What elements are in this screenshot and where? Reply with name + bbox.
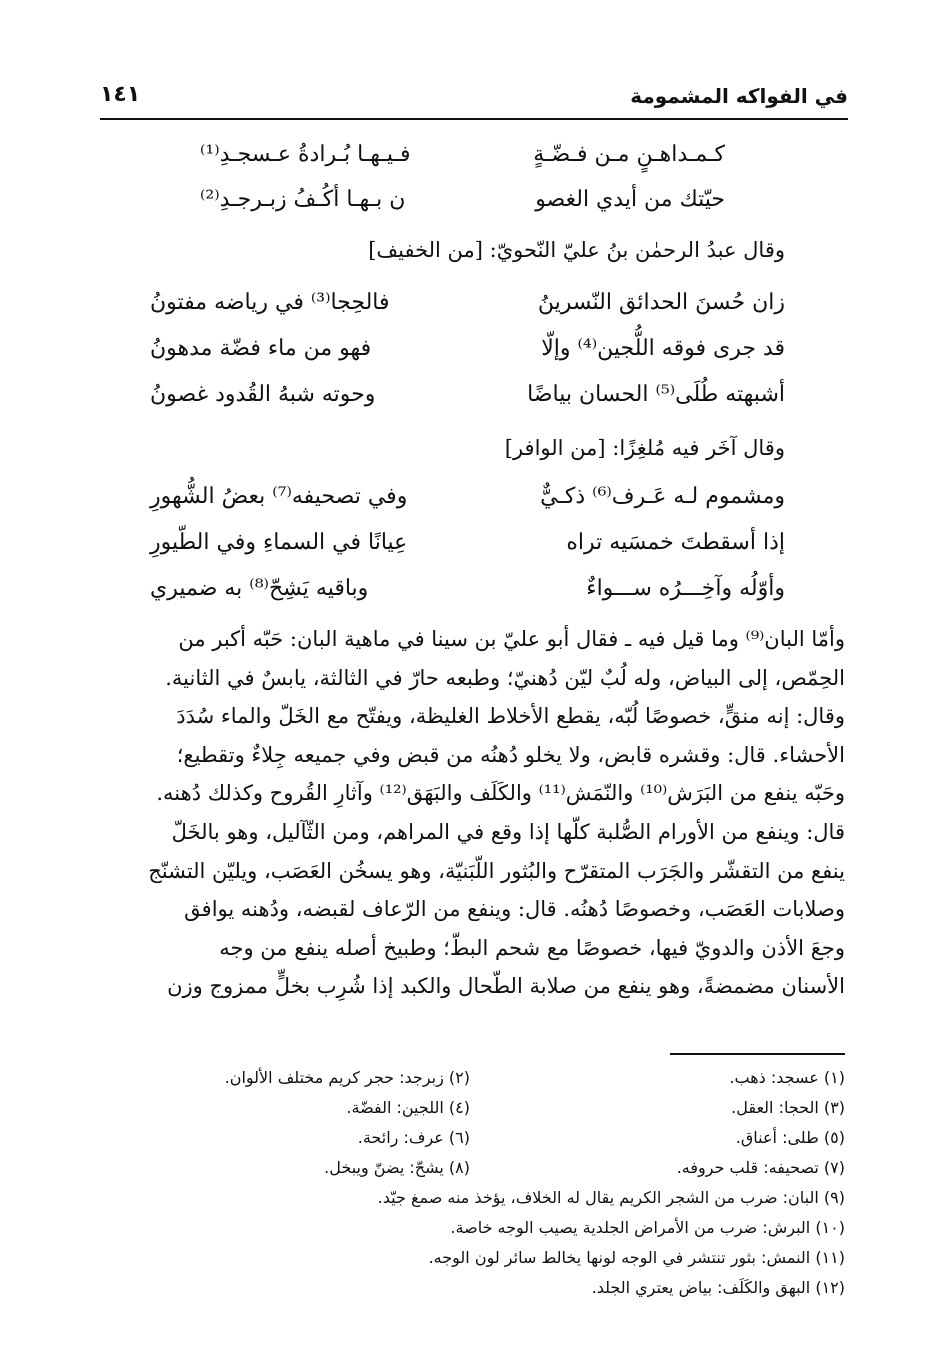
verse-first-hemistich: حيّتك من أيدي الغصو [535,187,725,212]
body-paragraph [100,620,845,1006]
verse-second-hemistich: وفي تصحيفه⁽⁷⁾ بعضُ الشُّهورِ [150,484,408,509]
prose-line: الأسنان مضمضةً، وهو ينفع من صلابة الطّحال والكبد إذا شُرِب بخلٍّ ممزوج وزن [167,974,845,999]
footnote-row [100,1248,845,1274]
prose-line: وحَبّه ينفع من البَرَش⁽¹⁰⁾ والنّمَش⁽¹¹⁾ والكَلَف والبَهَق⁽¹²⁾ وآثارِ القُروح وكذلك دُهنه. [156,781,845,806]
footnote: (٣) الحجا: العقل. [731,1098,845,1117]
footnote-row [100,1158,845,1184]
verse-line [150,382,785,422]
footnote: (١٢) البهق والكَلَف: بياض يعتري الجلد. [591,1278,845,1297]
verse-line [200,187,725,227]
verse-first-hemistich: ومشموم لـه عَـرف⁽⁶⁾ ذكـيٌّ [540,484,785,509]
footnote-row [100,1278,845,1304]
verse-second-hemistich: فالحِجا⁽³⁾ في رياضه مفتونُ [150,290,390,315]
footnote: (١٠) البرش: ضرب من الأمراض الجلدية يصيب الوجه خاصة. [450,1218,845,1237]
verse-first-hemistich: زان حُسنَ الحدائق النّسرينُ [537,290,785,315]
verse-first-hemistich: إذا أسقطتَ خمسَيه تراه [566,530,785,555]
verse-second-hemistich: فهو من ماء فضّة مدهونُ [150,336,372,361]
poem-intro: وقال عبدُ الرحمٰن بنُ عليّ النّحويّ: [من الخفيف] [368,238,785,262]
verse-line [200,142,725,182]
verse-line [150,484,785,524]
footnote: (٩) البان: ضرب من الشجر الكريم يقال له الخلاف، يؤخذ منه صمغ جيّد. [377,1188,845,1207]
verse-first-hemistich: أشبهته طُلَى⁽⁵⁾ الحسان بياضًا [527,382,785,407]
verse-second-hemistich: ن بـهـا أكُـفُ زبـرجـدِ⁽²⁾ [200,187,406,212]
footnote: (٧) تصحيفه: قلب حروفه. [676,1158,845,1177]
prose-line: وأمّا البان⁽⁹⁾ وما قيل فيه ـ فقال أبو عليّ بن سينا في ماهية البان: حَبّه أكبر من [178,627,845,651]
footnote: (٨) يشحّ: يضنّ ويبخل. [324,1158,470,1177]
verse-second-hemistich: فـيـهـا بُـرادةُ عـسجـدِ⁽¹⁾ [200,142,411,167]
prose-line: الحِمّص، إلى البياض، وله لُبٌ ليّن دُهنيّ؛ وطبعه حارّ في الثالثة، يابسٌ في الثانية. [165,665,845,690]
verse-second-hemistich: عِيانًا في السماءِ وفي الطّيورِ [150,530,408,555]
footnote-row [100,1098,845,1124]
verse-first-hemistich: وأوّلُه وآخِـــرُه ســـواءٌ [586,576,785,601]
footnote: (١١) النمش: بثور تنتشر في الوجه لونها يخالط سائر لون الوجه. [428,1248,845,1267]
page-number: ١٤١ [100,82,141,107]
footnote: (٦) عرف: رائحة. [357,1128,470,1147]
footnote-row [100,1218,845,1244]
prose-line: قال: وينفع من الأورام الصُّلبة كلّها إذا وقع في المراهم، ومن الثّآليل، وهو بالخَلّ [171,819,845,844]
running-header [100,78,848,120]
prose-line: ينفع من التقشّر والجَرَب المتقرّح والبُثور اللّبَنيّة، وهو يسخُن العَصَب، ويليّن التشنّج [148,858,845,883]
verse-line [150,576,785,616]
footnote: (٢) زبرجد: حجر كريم مختلف الألوان. [224,1068,470,1087]
verse-second-hemistich: وحوته شبهُ القُدود غصونُ [150,382,376,407]
poem-intro: وقال آخَر فيه مُلغِزًا: [من الوافر] [504,436,785,460]
prose-line: وجعَ الأذن والدويّ فيها، خصوصًا مع شحم البطّ؛ وطبيخ أصله ينفع من وجه [219,935,845,960]
verse-first-hemistich: كـمـداهـنٍ مـن فـضّـةٍ [533,142,725,167]
prose-line: وقال: إنه منقٍّ، خصوصًا لُبّه، يقطع الأخلاط الغليظة، ويفتّح مع الخَلّ والماء سُدَدَ [176,704,845,729]
running-title: في الفواكه المشمومة [630,84,848,108]
prose-line: الأحشاء. قال: وقشره قابض، ولا يخلو دُهنُه من قبض وفي جميعه جِلاءٌ وتقطيع؛ [176,742,845,767]
footnote-row [100,1068,845,1094]
verse-line [150,336,785,376]
footnote: (٥) طلى: أعناق. [735,1128,845,1147]
footnote-row [100,1188,845,1214]
verse-line [150,290,785,330]
footnote-divider [670,1053,845,1055]
footnote: (٤) اللجين: الفضّة. [346,1098,470,1117]
footnote: (١) عسجد: ذهب. [729,1068,845,1087]
verse-line [150,530,785,570]
verse-second-hemistich: وباقيه يَشِحّ⁽⁸⁾ به ضميري [150,576,369,601]
verse-first-hemistich: قد جرى فوقه اللُّجين⁽⁴⁾ وإلّا [541,336,785,361]
prose-line: وصلابات العَصَب، وخصوصًا دُهنُه. قال: وينفع من الرّعاف لقبضه، ودُهنه يوافق [184,897,845,922]
footnote-row [100,1128,845,1154]
